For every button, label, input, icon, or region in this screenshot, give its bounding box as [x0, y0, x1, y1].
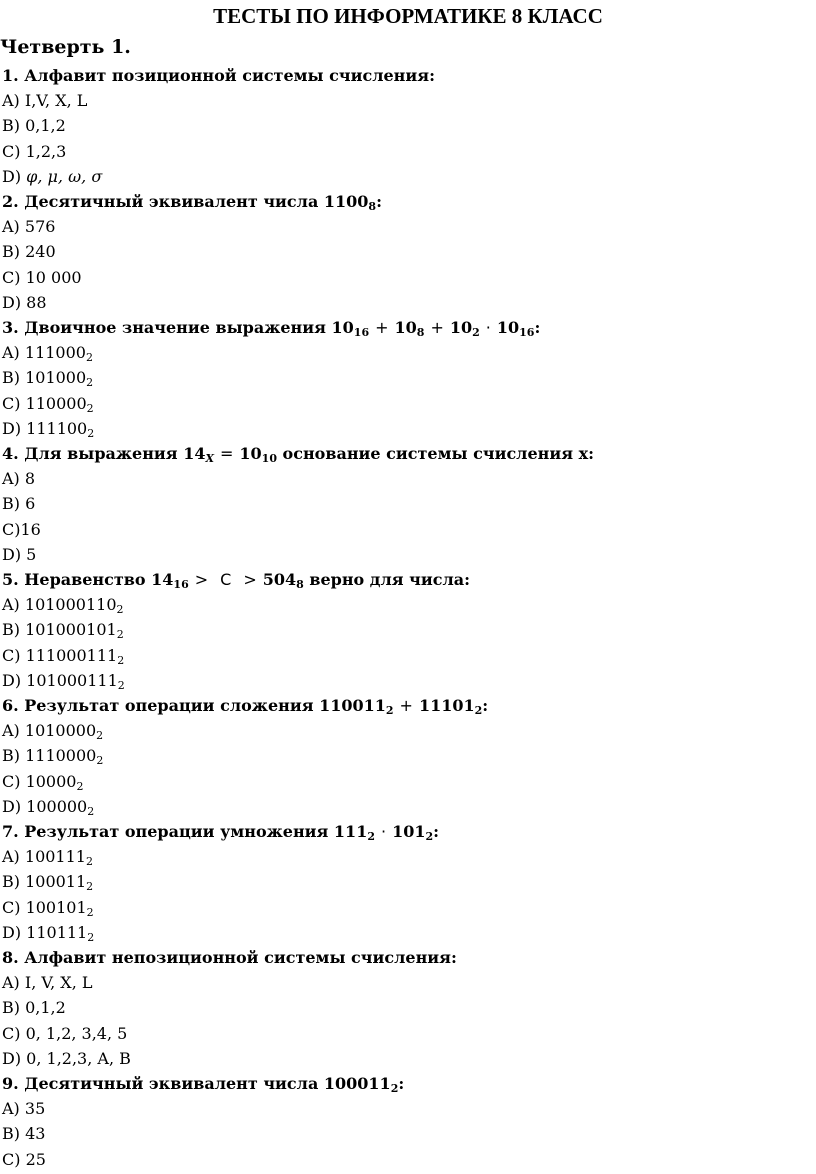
- question-1: [2, 63, 435, 88]
- answer-option: [2, 794, 94, 819]
- base-subscript: 2: [474, 704, 483, 717]
- question-text: 6. Результат операции сложения: [2, 696, 320, 715]
- answer-option: [2, 466, 35, 491]
- answer-text: D) 0, 1,2,3, A, B: [2, 1048, 131, 1068]
- base-subscript: 2: [96, 754, 104, 768]
- base-subscript: 16: [173, 578, 189, 591]
- answer-text: A) 100111: [2, 847, 86, 867]
- base-subscript: 2: [472, 326, 480, 339]
- answer-option: [2, 265, 82, 290]
- answer-option: [2, 290, 47, 315]
- question-text: 8. Алфавит непозиционной системы счисления:: [2, 948, 457, 967]
- question-text: 7. Результат операции умножения: [2, 822, 334, 841]
- answer-text: A) 8: [2, 469, 36, 489]
- question-suffix: верно для числа:: [303, 570, 470, 589]
- question-suffix: :: [482, 696, 489, 715]
- answer-text: C) 1,2,3: [2, 141, 67, 161]
- answer-option: [2, 214, 55, 239]
- question-4: [2, 441, 594, 466]
- answer-text: A) 1010000: [2, 721, 97, 741]
- answer-text: C) 10 000: [2, 267, 82, 287]
- answer-text: D) 88: [2, 292, 47, 312]
- answer-option: [2, 113, 66, 138]
- answer-option: [2, 995, 66, 1020]
- question-2: [2, 189, 382, 214]
- math-number: $11101_2$: [418, 696, 483, 717]
- math-operator: +: [375, 318, 389, 337]
- answer-option: [2, 895, 94, 920]
- math-number: $10_8$: [394, 318, 425, 339]
- math-operator: +: [399, 696, 413, 715]
- answer-option: [2, 1096, 45, 1121]
- base-subscript: 2: [425, 830, 434, 843]
- answer-option: [2, 365, 93, 390]
- question-suffix: основание системы счисления x:: [276, 444, 595, 463]
- base-subscript: 2: [85, 855, 93, 869]
- question-text: 2. Десятичный эквивалент числа: [2, 192, 324, 211]
- answer-option: [2, 88, 87, 113]
- math-number: $110011_2$: [319, 696, 394, 717]
- question-text: 4. Для выражения: [2, 444, 184, 463]
- math-number: $14_X$: [183, 444, 214, 465]
- answer-text: D) 111100: [2, 418, 88, 438]
- answer-text: A) I,V, X, L: [2, 91, 88, 111]
- math-number: $111_2$: [333, 822, 375, 843]
- base-subscript: 2: [87, 804, 95, 818]
- base-subscript: 2: [87, 930, 95, 944]
- base-subscript: 2: [117, 653, 125, 667]
- math-number: $504_8$: [262, 570, 304, 591]
- answer-text: B) 1110000: [2, 746, 97, 766]
- answer-option: [2, 1021, 127, 1046]
- answer-text: B) 0,1,2: [2, 116, 66, 136]
- math-number: $10_{16}$: [496, 318, 535, 339]
- base-subscript: 2: [86, 401, 94, 415]
- question-9: [2, 1071, 404, 1096]
- base-subscript: 2: [385, 704, 394, 717]
- base-subscript: 2: [367, 830, 375, 843]
- math-number: $10_2$: [449, 318, 480, 339]
- answer-text: B) 0,1,2: [2, 998, 66, 1018]
- base-subscript: 16: [519, 326, 535, 339]
- math-operator: =: [220, 444, 234, 463]
- base-subscript: 2: [76, 779, 84, 793]
- answer-option: [2, 1046, 131, 1071]
- question-6: [2, 693, 488, 718]
- answer-option: [2, 592, 124, 617]
- question-text: 1. Алфавит позиционной системы счисления:: [2, 66, 435, 85]
- base-subscript: 8: [296, 578, 304, 591]
- base-subscript: 8: [416, 326, 425, 339]
- math-operator: ·: [485, 318, 491, 337]
- answer-text: C)16: [2, 519, 41, 539]
- answer-text: D) 110111: [2, 922, 88, 942]
- answer-option: [2, 340, 93, 365]
- answer-option: [2, 718, 103, 743]
- answer-text: B) 43: [2, 1124, 46, 1144]
- math-number: $101_2$: [392, 822, 434, 843]
- answer-text: C) 0, 1,2, 3,4, 5: [2, 1023, 128, 1043]
- question-suffix: :: [534, 318, 541, 337]
- answer-option: [2, 970, 93, 995]
- question-text: 9. Десятичный эквивалент числа: [2, 1074, 324, 1093]
- answer-text: B) 6: [2, 494, 36, 514]
- answer-option: [2, 391, 94, 416]
- answer-text: A) 101000110: [2, 595, 117, 615]
- answer-text: C) 25: [2, 1149, 46, 1169]
- math-number: $100011_2$: [323, 1074, 399, 1095]
- answer-text: B) 101000101: [2, 620, 117, 640]
- answer-text: C) 111000111: [2, 645, 118, 665]
- base-subscript: 2: [86, 880, 94, 894]
- answer-option: [2, 643, 124, 668]
- answer-text: D) 5: [2, 544, 37, 564]
- question-text: 3. Двоичное значение выражения: [2, 318, 332, 337]
- answer-text: B) 100011: [2, 872, 87, 892]
- math-number: $10_{16}$: [331, 318, 370, 339]
- base-subscript: 2: [116, 603, 124, 617]
- question-suffix: :: [376, 192, 382, 211]
- answer-option: [2, 416, 94, 441]
- answer-option: [2, 844, 93, 869]
- answer-text: C) 10000: [2, 771, 77, 791]
- answer-text: B) 101000: [2, 368, 87, 388]
- answer-text: D): [2, 166, 27, 186]
- base-subscript: 2: [117, 678, 125, 692]
- base-subscript: 2: [116, 628, 124, 642]
- answer-text: C) 110000: [2, 393, 87, 413]
- base-subscript: X: [205, 452, 214, 465]
- base-subscript: 2: [86, 905, 94, 919]
- math-number: $14_{16}$: [151, 570, 189, 591]
- question-suffix: :: [433, 822, 440, 841]
- math-number: $1100_8$: [323, 192, 377, 213]
- answer-option: [2, 491, 35, 516]
- answer-text: D) 101000111: [2, 670, 118, 690]
- quarter-heading: Четверть 1.: [0, 36, 131, 58]
- answer-option: [2, 920, 94, 945]
- answer-text: A) I, V, X, L: [2, 973, 93, 993]
- base-subscript: 2: [96, 729, 104, 743]
- base-subscript: 8: [368, 200, 377, 213]
- answer-text: D) 100000: [2, 796, 88, 816]
- answer-option: [2, 164, 102, 189]
- base-subscript: 2: [390, 1082, 399, 1095]
- math-operator: ·: [380, 822, 387, 841]
- answer-math: φ, μ, ω, σ: [26, 166, 103, 186]
- answer-option: [2, 542, 36, 567]
- answer-option: [2, 668, 125, 693]
- answer-option: [2, 617, 124, 642]
- answer-option: [2, 769, 83, 794]
- answer-text: A) 35: [2, 1099, 46, 1119]
- answer-option: [2, 239, 56, 264]
- answer-option: [2, 1147, 46, 1172]
- answer-option: [2, 1121, 45, 1146]
- answer-option: [2, 869, 93, 894]
- math-variable: C: [220, 570, 232, 589]
- question-5: [2, 567, 470, 592]
- base-subscript: 16: [353, 326, 370, 339]
- math-operator: >: [243, 570, 257, 589]
- answer-text: A) 111000: [2, 343, 86, 363]
- answer-text: A) 576: [2, 217, 56, 237]
- question-3: [2, 315, 540, 340]
- math-operator: +: [430, 318, 444, 337]
- question-suffix: :: [398, 1074, 405, 1093]
- question-8: [2, 945, 457, 970]
- question-text: 5. Неравенство: [2, 570, 152, 589]
- answer-option: [2, 139, 66, 164]
- math-operator: >: [194, 570, 209, 589]
- answer-text: B) 240: [2, 242, 56, 262]
- answer-option: [2, 743, 103, 768]
- base-subscript: 10: [261, 452, 277, 465]
- answer-option: [2, 517, 41, 542]
- answer-text: C) 100101: [2, 897, 87, 917]
- math-number: $10_{10}$: [239, 444, 277, 465]
- base-subscript: 2: [86, 376, 94, 390]
- document-title: ТЕСТЫ ПО ИНФОРМАТИКЕ 8 КЛАСС: [213, 4, 603, 28]
- base-subscript: 2: [87, 426, 95, 440]
- question-7: [2, 819, 439, 844]
- base-subscript: 2: [85, 351, 93, 365]
